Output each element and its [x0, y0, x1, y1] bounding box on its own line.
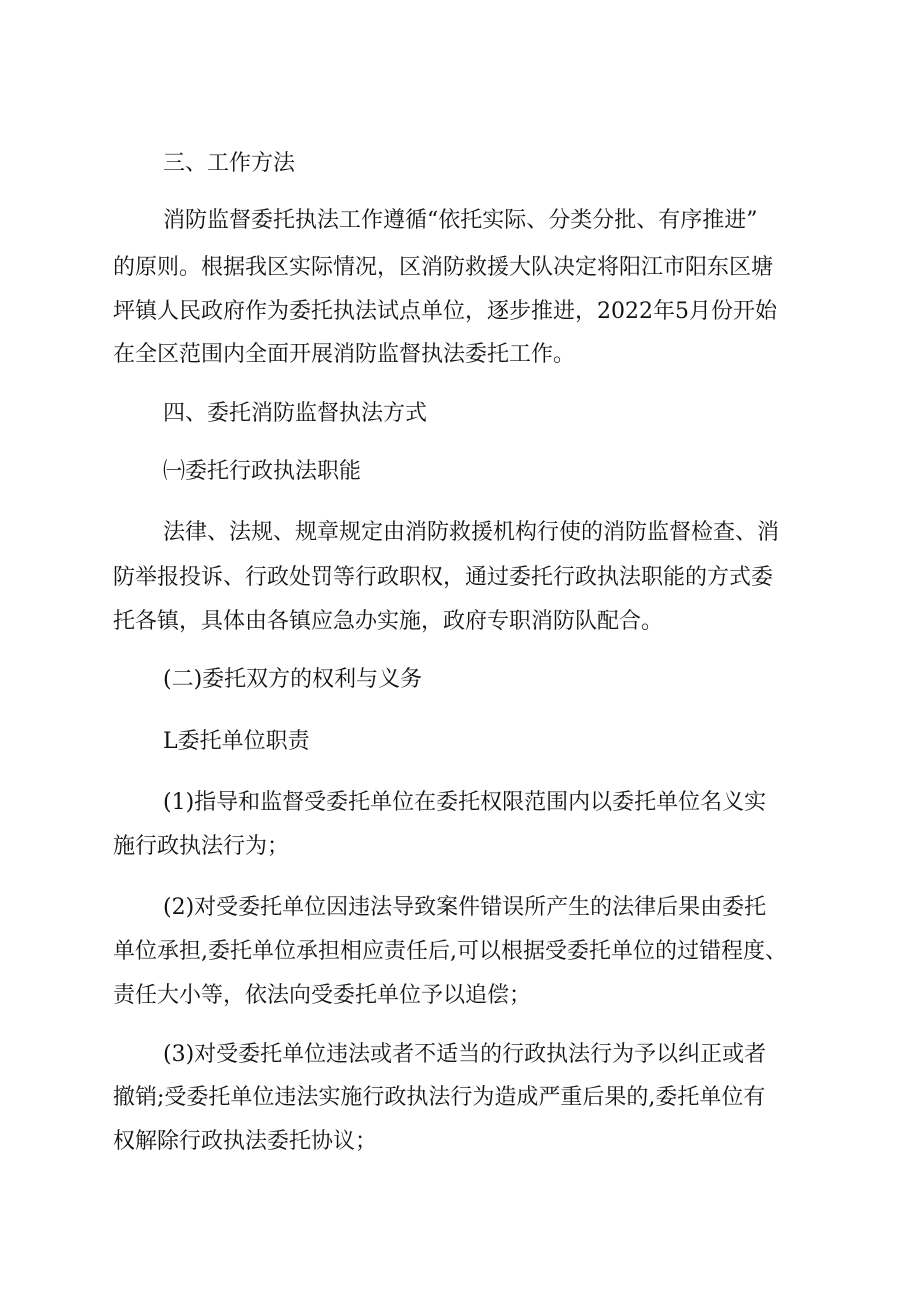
clause-line: (2)对受委托单位因违法导致案件错误所产生的法律后果由委托 [163, 895, 767, 920]
section-heading-work-method: 三、工作方法 [163, 151, 296, 176]
clause-line: 单位承担,委托单位承担相应责任后,可以根据受委托单位的过错程度、 [113, 939, 787, 964]
subsection-heading-1: ㈠委托行政执法职能 [163, 459, 362, 484]
section-heading-entrust-method: 四、委托消防监督执法方式 [163, 401, 428, 426]
paragraph-line: 法律、法规、规章规定由消防救援机构行使的消防监督检查、消 [163, 520, 780, 545]
paragraph-line: 在全区范围内全面开展消防监督执法委托工作。 [113, 342, 576, 367]
clause-line: 撤销;受委托单位违法实施行政执法行为造成严重后果的,委托单位有 [113, 1085, 766, 1110]
subsection-heading-2: (二)委托双方的权利与义务 [163, 667, 423, 692]
clause-line: 施行政执法行为； [113, 834, 290, 859]
clause-line: (3)对受委托单位违法或者不适当的行政执法行为予以纠正或者 [163, 1042, 767, 1067]
clause-line: 责任大小等，依法向受委托单位予以追偿； [113, 983, 532, 1008]
paragraph-line: 防举报投诉、行政处罚等行政职权，通过委托行政执法职能的方式委 [113, 565, 774, 590]
paragraph-line: 坪镇人民政府作为委托执法试点单位，逐步推进，2022年5月份开始 [113, 299, 777, 324]
item-heading: L委托单位职责 [163, 729, 310, 754]
paragraph-line: 消防监督委托执法工作遵循“依托实际、分类分批、有序推进” [163, 208, 758, 233]
clause-line: 权解除行政执法委托协议； [113, 1129, 378, 1154]
clause-line: (1)指导和监督受委托单位在委托权限范围内以委托单位名义实 [163, 790, 767, 815]
paragraph-line: 托各镇，具体由各镇应急办实施，政府专职消防队配合。 [113, 609, 664, 634]
paragraph-line: 的原则。根据我区实际情况，区消防救援大队决定将阳江市阳东区塘 [113, 255, 774, 280]
